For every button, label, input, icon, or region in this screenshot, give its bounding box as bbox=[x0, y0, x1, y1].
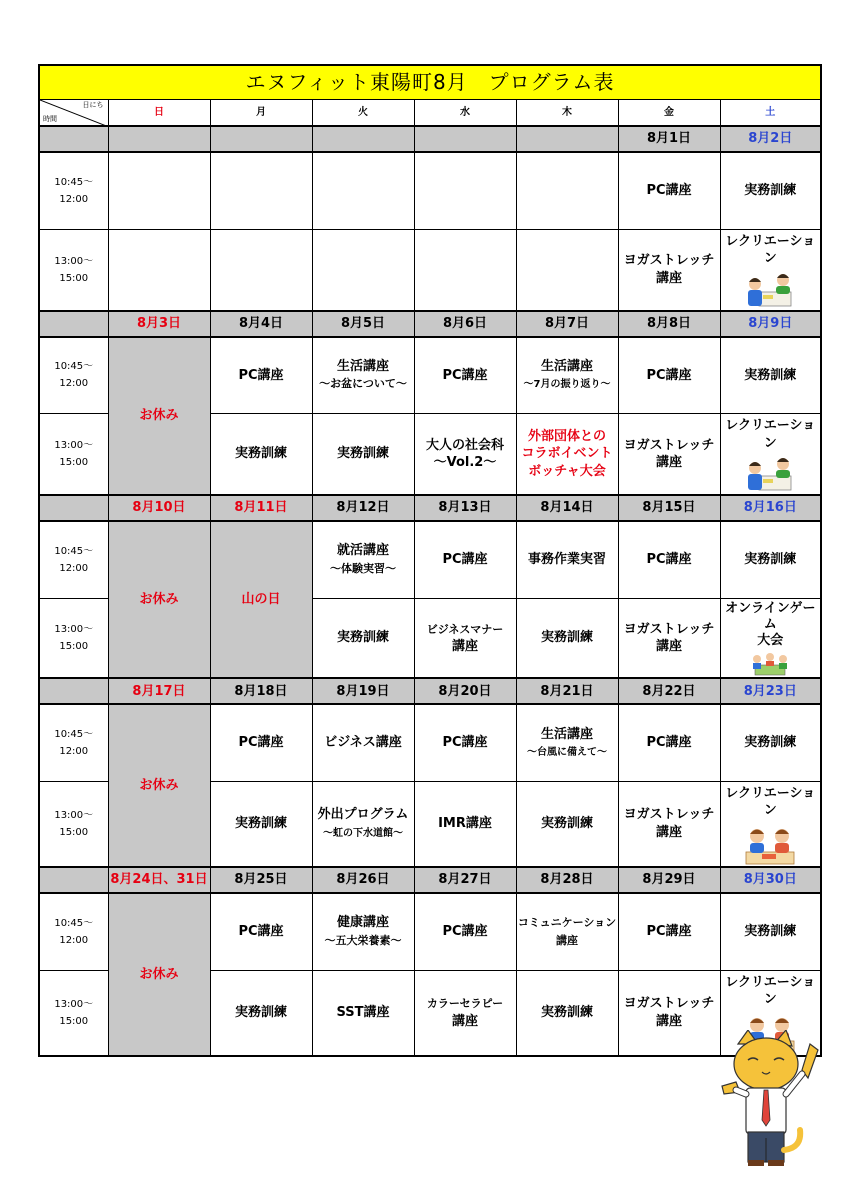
program-cell bbox=[312, 229, 414, 311]
date-cell: 8月13日 bbox=[414, 495, 516, 521]
program-cell: SST講座 bbox=[312, 970, 414, 1056]
program-cell: 実務訓練 bbox=[720, 893, 821, 970]
program-cell: レクリエーション bbox=[720, 229, 821, 311]
date-cell bbox=[312, 126, 414, 152]
program-cell: 実務訓練 bbox=[720, 704, 821, 781]
program-cell: PC講座 bbox=[618, 521, 720, 598]
game-tournament-illustration bbox=[747, 651, 793, 677]
sunday-off-cell: お休み bbox=[108, 521, 210, 678]
program-cell bbox=[108, 229, 210, 311]
date-cell-saturday: 8月23日 bbox=[720, 678, 821, 704]
program-cell bbox=[210, 229, 312, 311]
program-cell: 実務訓練 bbox=[312, 598, 414, 678]
program-cell: PC講座 bbox=[414, 521, 516, 598]
program-cell: レクリエーション bbox=[720, 781, 821, 867]
program-cell bbox=[516, 229, 618, 311]
date-cell bbox=[108, 126, 210, 152]
program-cell: ビジネスマナー 講座 bbox=[414, 598, 516, 678]
program-cell: PC講座 bbox=[618, 893, 720, 970]
program-cell: PC講座 bbox=[210, 337, 312, 414]
date-cell: 8月6日 bbox=[414, 311, 516, 337]
time-slot-afternoon: 13:00～ 15:00 bbox=[39, 598, 108, 678]
program-cell: レクリエーション bbox=[720, 970, 821, 1056]
program-cell: 実務訓練 bbox=[720, 521, 821, 598]
program-cell: 生活講座 ～お盆について～ bbox=[312, 337, 414, 414]
date-cell: 8月21日 bbox=[516, 678, 618, 704]
day-mon: 月 bbox=[210, 99, 312, 126]
program-cell: ヨガストレッチ 講座 bbox=[618, 781, 720, 867]
cat-mascot-illustration bbox=[718, 1030, 822, 1180]
program-cell: 実務訓練 bbox=[210, 781, 312, 867]
program-cell: 実務訓練 bbox=[312, 414, 414, 496]
date-cell-saturday: 8月2日 bbox=[720, 126, 821, 152]
date-cell-sunday: 8月3日 bbox=[108, 311, 210, 337]
date-cell bbox=[516, 126, 618, 152]
program-cell: PC講座 bbox=[618, 337, 720, 414]
day-wed: 水 bbox=[414, 99, 516, 126]
program-cell: 就活講座 ～体験実習～ bbox=[312, 521, 414, 598]
program-cell-event: 外部団体との コラボイベント ボッチャ大会 bbox=[516, 414, 618, 496]
program-cell bbox=[312, 152, 414, 229]
program-cell: 外出プログラム ～虹の下水道館～ bbox=[312, 781, 414, 867]
program-cell: ヨガストレッチ 講座 bbox=[618, 970, 720, 1056]
date-cell-sunday: 8月24日、31日 bbox=[108, 867, 210, 893]
program-cell: 実務訓練 bbox=[210, 970, 312, 1056]
time-slot-morning: 10:45～ 12:00 bbox=[39, 337, 108, 414]
date-row-label bbox=[39, 678, 108, 704]
program-cell: 生活講座 ～台風に備えて～ bbox=[516, 704, 618, 781]
program-cell: 健康講座 ～五大栄養素～ bbox=[312, 893, 414, 970]
program-cell: ヨガストレッチ 講座 bbox=[618, 414, 720, 496]
date-cell: 8月15日 bbox=[618, 495, 720, 521]
program-cell bbox=[516, 152, 618, 229]
program-cell bbox=[414, 152, 516, 229]
date-cell: 8月8日 bbox=[618, 311, 720, 337]
date-cell-sunday: 8月10日 bbox=[108, 495, 210, 521]
program-cell: 大人の社会科 ～Vol.2～ bbox=[414, 414, 516, 496]
program-cell: PC講座 bbox=[414, 893, 516, 970]
sunday-off-cell: お休み bbox=[108, 704, 210, 867]
day-fri: 金 bbox=[618, 99, 720, 126]
program-cell: ヨガストレッチ 講座 bbox=[618, 229, 720, 311]
program-cell bbox=[210, 152, 312, 229]
time-slot-afternoon: 13:00～ 15:00 bbox=[39, 414, 108, 496]
date-row-label bbox=[39, 867, 108, 893]
time-slot-afternoon: 13:00～ 15:00 bbox=[39, 229, 108, 311]
program-cell: IMR講座 bbox=[414, 781, 516, 867]
day-sun: 日 bbox=[108, 99, 210, 126]
program-cell: 実務訓練 bbox=[516, 970, 618, 1056]
program-cell: PC講座 bbox=[414, 704, 516, 781]
time-slot-morning: 10:45～ 12:00 bbox=[39, 704, 108, 781]
date-cell-saturday: 8月16日 bbox=[720, 495, 821, 521]
recreation-illustration bbox=[745, 454, 795, 494]
program-cell: 実務訓練 bbox=[516, 598, 618, 678]
program-cell: 事務作業実習 bbox=[516, 521, 618, 598]
time-slot-morning: 10:45～ 12:00 bbox=[39, 152, 108, 229]
date-row-label bbox=[39, 311, 108, 337]
program-cell: オンラインゲーム 大会 bbox=[720, 598, 821, 678]
corner-date-label: 日にち bbox=[82, 100, 104, 109]
date-cell: 8月19日 bbox=[312, 678, 414, 704]
program-cell: PC講座 bbox=[210, 893, 312, 970]
program-cell: 実務訓練 bbox=[720, 152, 821, 229]
time-slot-afternoon: 13:00～ 15:00 bbox=[39, 781, 108, 867]
program-cell: 実務訓練 bbox=[720, 337, 821, 414]
program-cell bbox=[414, 229, 516, 311]
date-cell-saturday: 8月30日 bbox=[720, 867, 821, 893]
recreation-illustration bbox=[742, 822, 798, 866]
day-thu: 木 bbox=[516, 99, 618, 126]
sunday-off-cell: お休み bbox=[108, 893, 210, 1056]
program-cell: PC講座 bbox=[210, 704, 312, 781]
time-slot-morning: 10:45～ 12:00 bbox=[39, 893, 108, 970]
date-cell: 8月7日 bbox=[516, 311, 618, 337]
program-cell: 実務訓練 bbox=[210, 414, 312, 496]
date-cell: 8月27日 bbox=[414, 867, 516, 893]
date-row-label bbox=[39, 495, 108, 521]
date-cell bbox=[210, 126, 312, 152]
corner-time-label: 時間 bbox=[43, 114, 57, 123]
day-tue: 火 bbox=[312, 99, 414, 126]
date-cell: 8月1日 bbox=[618, 126, 720, 152]
date-cell-holiday: 8月11日 bbox=[210, 495, 312, 521]
program-cell: PC講座 bbox=[618, 152, 720, 229]
date-cell: 8月12日 bbox=[312, 495, 414, 521]
corner-header bbox=[39, 99, 108, 126]
program-cell: PC講座 bbox=[618, 704, 720, 781]
sunday-off-cell: お休み bbox=[108, 337, 210, 496]
program-cell bbox=[108, 152, 210, 229]
date-cell: 8月29日 bbox=[618, 867, 720, 893]
page-title: エヌフィット東陽町8月 プログラム表 bbox=[39, 65, 821, 99]
program-cell: PC講座 bbox=[414, 337, 516, 414]
program-cell: コミュニケーション 講座 bbox=[516, 893, 618, 970]
date-cell: 8月22日 bbox=[618, 678, 720, 704]
date-cell: 8月4日 bbox=[210, 311, 312, 337]
program-cell: ビジネス講座 bbox=[312, 704, 414, 781]
date-cell: 8月20日 bbox=[414, 678, 516, 704]
program-cell: 生活講座 ～7月の振り返り～ bbox=[516, 337, 618, 414]
holiday-cell: 山の日 bbox=[210, 521, 312, 678]
time-slot-afternoon: 13:00～ 15:00 bbox=[39, 970, 108, 1056]
date-cell: 8月25日 bbox=[210, 867, 312, 893]
program-cell: カラーセラピー 講座 bbox=[414, 970, 516, 1056]
date-cell: 8月5日 bbox=[312, 311, 414, 337]
program-cell: 実務訓練 bbox=[516, 781, 618, 867]
program-cell: ヨガストレッチ 講座 bbox=[618, 598, 720, 678]
date-cell: 8月14日 bbox=[516, 495, 618, 521]
date-cell bbox=[414, 126, 516, 152]
date-cell-saturday: 8月9日 bbox=[720, 311, 821, 337]
date-cell: 8月28日 bbox=[516, 867, 618, 893]
program-schedule-table bbox=[38, 64, 822, 1057]
day-sat: 土 bbox=[720, 99, 821, 126]
recreation-illustration bbox=[745, 270, 795, 310]
program-cell: レクリエーション bbox=[720, 414, 821, 496]
date-row-label bbox=[39, 126, 108, 152]
time-slot-morning: 10:45～ 12:00 bbox=[39, 521, 108, 598]
date-cell: 8月18日 bbox=[210, 678, 312, 704]
date-cell-sunday: 8月17日 bbox=[108, 678, 210, 704]
date-cell: 8月26日 bbox=[312, 867, 414, 893]
